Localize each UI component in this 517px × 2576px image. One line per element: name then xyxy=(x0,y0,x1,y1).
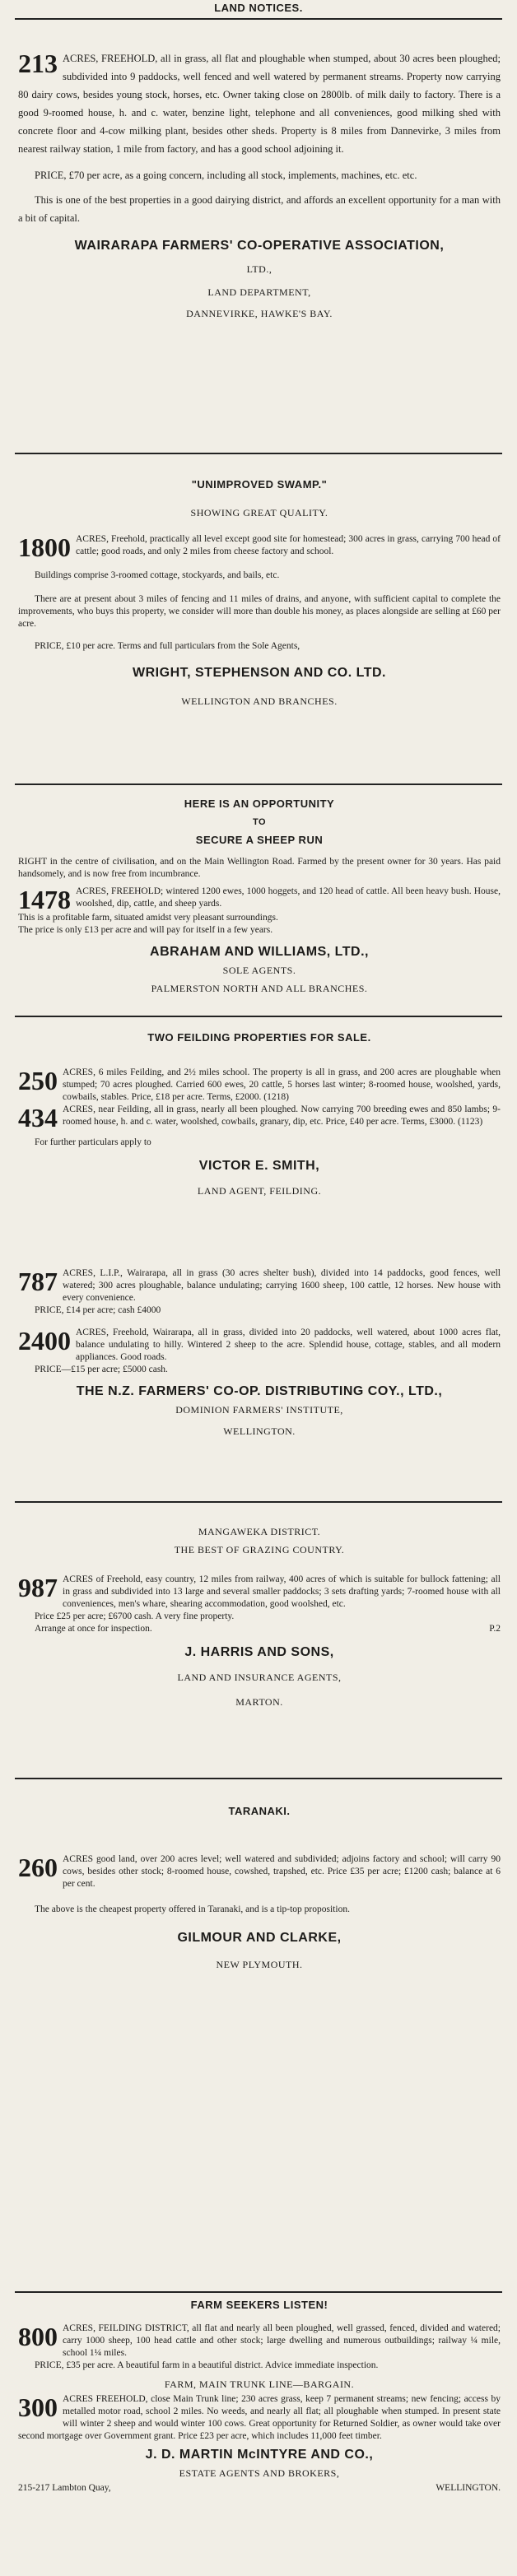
ad-title: "UNIMPROVED SWAMP." xyxy=(191,478,328,491)
ad-body: ACRES, FEILDING DISTRICT, all flat and nearly all been ploughed, well grassed, fenced, divided and watered; carry 1000 sheep, 100 head cattle and other stock; large dwelling and numerous outbuildings; railway ¼ mile, school 1¼ miles. xyxy=(63,2323,501,2358)
ad-body: ACRES, near Feilding, all in grass, nearly all been ploughed. Now carrying 700 breeding ewes and 850 lambs; 9-roomed house, h. and c. water, woolshed, cowbails, granary, dip, etc. Price, £40 per acre. Terms, £3000. xyxy=(63,1104,501,1127)
acreage-number: 250 xyxy=(18,1066,58,1095)
acreage-number: 213 xyxy=(18,49,58,78)
firm-location: WELLINGTON AND BRANCHES. xyxy=(181,695,338,707)
ad-note: This is one of the best properties in a good dairying district, and affords an excellent opportunity for a man with a bit of capital. xyxy=(18,194,501,224)
ad-more: There are at present about 3 miles of fencing and 11 miles of drains, and anyone, with sufficient capital to complete the improvements, who buys this property, we consider will more than double his money, as places alongside are selling at £60 per acre. xyxy=(18,594,501,629)
ad-body: ACRES, FREEHOLD; wintered 1200 ewes, 1000 hoggets, and 120 head of cattle. All been heavy bush. House, woolshed, dip, cattle, and sheep yards. xyxy=(76,886,501,909)
ad-wairarapa xyxy=(18,1267,501,1440)
ad-body: ACRES, Freehold, practically all level except good site for homestead; 300 acres in grass, carrying 700 head of cattle; good roads, and only 2 miles from cheese factory and school. xyxy=(76,534,501,556)
firm-name: WAIRARAPA FARMERS' CO-OPERATIVE ASSOCIATION, xyxy=(74,239,445,253)
ad-price: Price £25 per acre; £6700 cash. A very fine property. xyxy=(35,1611,235,1621)
ad-buildings: Buildings comprise 3-roomed cottage, stockyards, and bails, etc. xyxy=(35,570,280,580)
ad-ref: P.2 xyxy=(489,1624,501,1634)
firm-location: WELLINGTON. xyxy=(435,2483,501,2493)
divider xyxy=(15,2291,502,2293)
acreage-number: 800 xyxy=(18,2322,58,2351)
firm-location: WELLINGTON. xyxy=(223,1425,296,1437)
ad-body: ACRES FREEHOLD, close Main Trunk line; 230 acres grass, keep 7 permanent streams; new fencing; access by metalled motor road, school 2 miles. No weeds, and nearly all flat; all ploughable when stumped. In present state will winter 2 sheep and would winter 100 cows. Great opportunity for Returned Soldier, as owner would take over second mortgage over Government grant. Price £23 per acre, which includes 11,000 feet timber. xyxy=(18,2394,501,2441)
acreage-number: 260 xyxy=(18,1853,58,1882)
ad-body: ACRES, L.I.P., Wairarapa, all in grass (30 acres shelter bush), divided into 14 paddocks, good fences, well watered; 300 acres ploughable, balance undulating; carrying 1600 sheep, 100 cattle, 12 horses. New house with every convenience. xyxy=(63,1268,501,1303)
ad-body: ACRES, 6 miles Feilding, and 2½ miles school. The property is all in grass, and 200 acres are ploughable when stumped; 70 acres ploughed. Carried 600 ewes, 20 cattle, 5 horses last winter; 8-roomed house, woolshed, yards, cowbails, stables. Price, £18 per acre. Terms, £2000. xyxy=(63,1067,501,1102)
ad-body: ACRES good land, over 200 acres level; well watered and subdivided; adjoins factory and school; will carry 90 cows, besides other stock; 8-roomed house, cowshed, trapshed, etc. Price £35 per acre; £1200 cash; balance at 6 per cent. xyxy=(63,1854,501,1889)
firm-institute: DOMINION FARMERS' INSTITUTE, xyxy=(175,1404,343,1416)
firm-name: WRIGHT, STEPHENSON AND CO. LTD. xyxy=(133,666,386,680)
ad-ref: (1123) xyxy=(458,1117,483,1127)
ad-unimproved-swamp xyxy=(18,476,501,710)
firm-agents: ESTATE AGENTS AND BROKERS, xyxy=(179,2467,340,2479)
divider xyxy=(15,783,502,785)
ad-note: The above is the cheapest property offered in Taranaki, and is a tip-top proposition. xyxy=(35,1904,350,1914)
firm-address-row xyxy=(18,2482,501,2495)
ad-sheep-run xyxy=(18,795,501,997)
firm-address: 215-217 Lambton Quay, xyxy=(18,2483,111,2493)
firm-name: J. HARRIS AND SONS, xyxy=(184,1645,334,1659)
firm-agents: LAND AND INSURANCE AGENTS, xyxy=(177,1672,342,1683)
acreage-number: 1800 xyxy=(18,532,71,562)
ad-title: TWO FEILDING PROPERTIES FOR SALE. xyxy=(147,1031,371,1044)
divider xyxy=(15,18,502,20)
acreage-number: 2400 xyxy=(18,1326,71,1355)
ad-arrange xyxy=(18,1623,501,1635)
ad-subtitle: THE BEST OF GRAZING COUNTRY. xyxy=(174,1544,345,1555)
ad-body: ACRES, Freehold, Wairarapa, all in grass, divided into 20 paddocks, well watered, about 1000 acres flat, balance undulating to hilly. Wintered 2 sheep to the acre. Splendid house, cottage, stables, and all modern appliances. Good roads. xyxy=(76,1328,501,1362)
ad-title: MANGAWEKA DISTRICT. xyxy=(198,1526,321,1537)
firm-name: VICTOR E. SMITH, xyxy=(198,1159,320,1173)
ad-taranaki xyxy=(18,1802,501,1974)
firm-agents: SOLE AGENTS. xyxy=(222,965,296,976)
firm-name: J. D. MARTIN McINTYRE AND CO., xyxy=(145,2448,374,2462)
firm-name: ABRAHAM AND WILLIAMS, LTD., xyxy=(150,945,369,959)
acreage-number: 434 xyxy=(18,1103,58,1132)
firm-location: MARTON. xyxy=(235,1696,283,1708)
firm-name: THE N.Z. FARMERS' CO-OP. DISTRIBUTING COY., LTD., xyxy=(76,1384,443,1398)
divider xyxy=(15,1501,502,1503)
firm-ltd: LTD., xyxy=(246,263,272,275)
firm-dept: LAND DEPARTMENT, xyxy=(207,286,311,298)
firm-location: LAND AGENT, FEILDING. xyxy=(197,1185,322,1197)
ad-price: PRICE, £14 per acre; cash £4000 xyxy=(35,1305,161,1315)
ad-title: FARM SEEKERS LISTEN! xyxy=(190,2299,328,2311)
ad-feilding-properties xyxy=(18,1029,501,1200)
ad-price: PRICE, £70 per acre, as a going concern, including all stock, implements, machines, etc. etc. xyxy=(35,170,417,181)
firm-location: DANNEVIRKE, HAWKE'S BAY. xyxy=(186,308,333,319)
ad-subhead: FARM, MAIN TRUNK LINE—BARGAIN. xyxy=(164,2378,355,2390)
ad-intro: RIGHT in the centre of civilisation, and on the Main Wellington Road. Farmed by the present owner for 30 years. Has paid handsomely, and is now free from incumbrance. xyxy=(18,857,501,879)
ad-title-to: TO xyxy=(252,817,267,827)
ad-title-2: SECURE A SHEEP RUN xyxy=(195,834,324,846)
ad-mangaweka xyxy=(18,1523,501,1711)
divider xyxy=(15,453,502,454)
ad-body: ACRES, FREEHOLD, all in grass, all flat and ploughable when stumped, about 30 acres been ploughed; subdivided into 9 paddocks, well fenced and well watered by permanent streams. Property now carrying 80 dairy cows, besides young stock, horses, etc. Owner taking close on 2800lb. of milk daily to factory. There is a good 9-roomed house, h. and c. water, benzine light, telephone and all conveniences, good milking shed with concrete floor and 4-cow milking plant, besides other sheds. Property is 8 miles from Dannevirke, 3 miles from nearest railway station, 1 mile from factory, and has a good school adjoining it. xyxy=(18,53,501,155)
section-header: LAND NOTICES. xyxy=(214,2,303,14)
acreage-number: 1478 xyxy=(18,885,71,914)
acreage-number: 300 xyxy=(18,2392,58,2422)
firm-location: PALMERSTON NORTH AND ALL BRANCHES. xyxy=(151,983,368,994)
acreage-number: 987 xyxy=(18,1573,58,1602)
ad-subtitle: SHOWING GREAT QUALITY. xyxy=(190,507,328,518)
ad-body: ACRES of Freehold, easy country, 12 miles from railway, 400 acres of which is suitable for bullock fattening; all in grass and subdivided into 13 large and several smaller paddocks; 3 sets drafting yards; 7-roomed house with all conveniences, men's whare, shearing accommodation, good woolshed, etc. xyxy=(63,1574,501,1609)
divider xyxy=(15,1778,502,1779)
acreage-number: 787 xyxy=(18,1267,58,1296)
ad-arrange-text: Arrange at once for inspection. xyxy=(35,1624,152,1634)
ad-ref: (1218) xyxy=(263,1092,289,1102)
ad-title: TARANAKI. xyxy=(228,1805,291,1817)
firm-location: NEW PLYMOUTH. xyxy=(216,1959,303,1970)
ad-line: The price is only £13 per acre and will pay for itself in a few years. xyxy=(18,925,273,935)
ad-line: This is a profitable farm, situated amidst very pleasant surroundings. xyxy=(18,913,278,923)
firm-name: GILMOUR AND CLARKE, xyxy=(177,1931,342,1945)
divider xyxy=(15,1016,502,1017)
ad-price: PRICE, £35 per acre. A beautiful farm in a beautiful district. Advice immediate inspection. xyxy=(35,2360,379,2370)
ad-apply: For further particulars apply to xyxy=(35,1137,151,1147)
ad-price: PRICE, £10 per acre. Terms and full particulars from the Sole Agents, xyxy=(35,641,300,651)
ad-dairy-farm xyxy=(18,49,501,323)
ad-title: HERE IS AN OPPORTUNITY xyxy=(184,797,335,810)
ad-price: PRICE—£15 per acre; £5000 cash. xyxy=(35,1365,168,1374)
ad-farm-seekers xyxy=(18,2296,501,2495)
